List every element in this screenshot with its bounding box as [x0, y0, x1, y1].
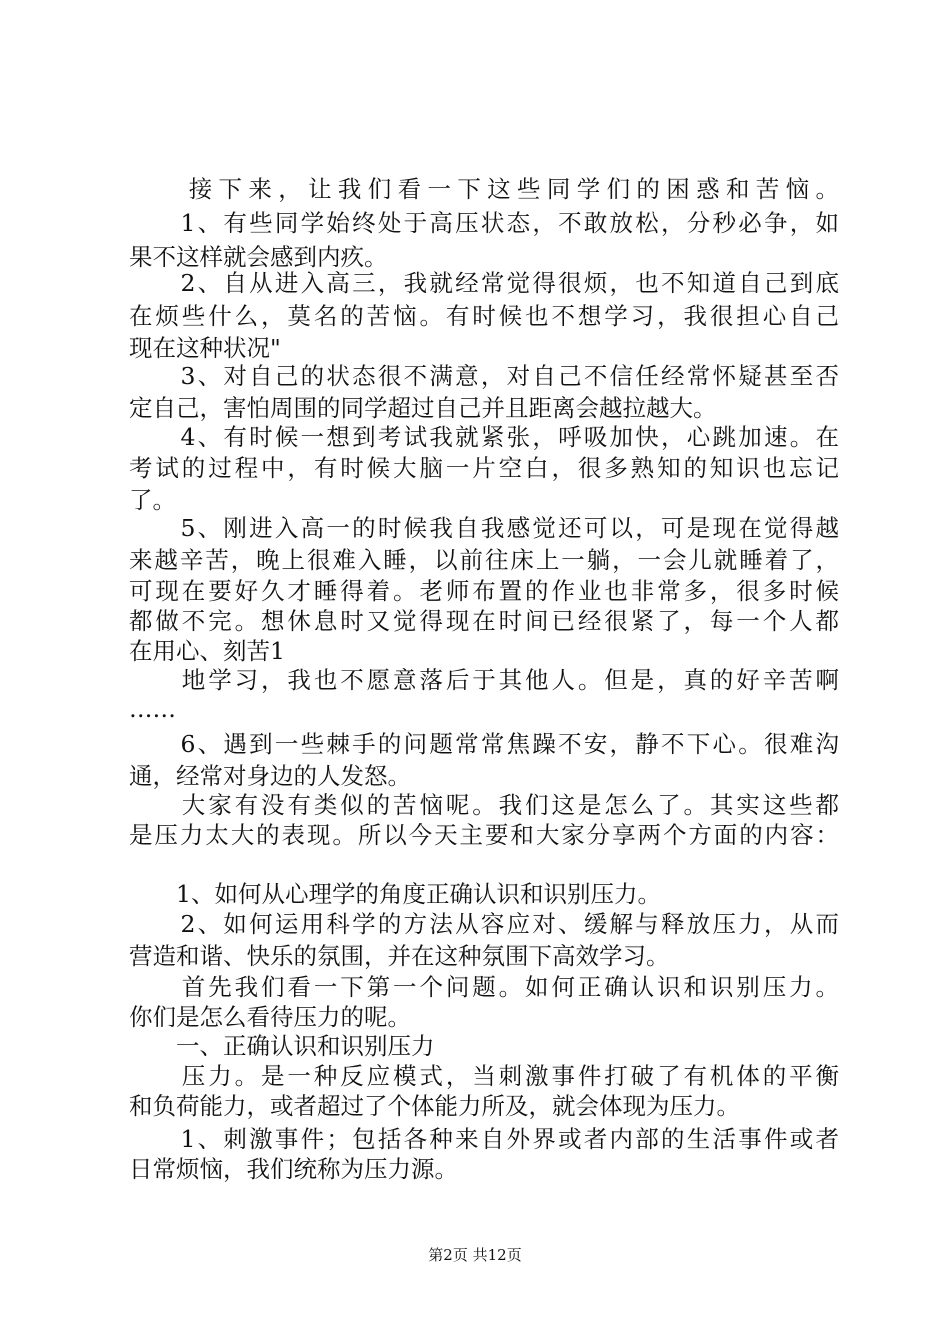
body-text-line: 营造和谐、快乐的氛围，并在这种氛围下高效学习。: [129, 942, 670, 970]
body-text-line: 可现在要好久才睡得着。老师布置的作业也非常多，很多时候: [129, 577, 839, 605]
body-text-line: 压力。是一种反应模式，当刺激事件打破了有机体的平衡: [129, 1062, 839, 1090]
body-text-line: 5、刚进入高一的时候我自我感觉还可以，可是现在觉得越: [129, 514, 839, 542]
body-text-line: 定自己，害怕周围的同学超过自己并且距离会越拉越大。: [129, 394, 717, 422]
body-text-line: 考试的过程中，有时候大脑一片空白，很多熟知的知识也忘记: [129, 454, 839, 482]
body-text-line: 2、自从进入高三，我就经常觉得很烦，也不知道自己到底: [129, 269, 839, 297]
body-text-line: 在用心、刻苦1: [129, 637, 285, 665]
body-text-line: ……: [129, 695, 176, 723]
body-text-line: 果不这样就会感到内疚。: [129, 243, 388, 271]
body-text-line: 来越辛苦，晚上很难入睡，以前往床上一躺，一会儿就睡着了，: [129, 546, 839, 574]
body-text-line: 4、有时候一想到考试我就紧张，呼吸加快，心跳加速。在: [129, 423, 839, 451]
body-text-line: 3、对自己的状态很不满意，对自己不信任经常怀疑甚至否: [129, 362, 839, 390]
body-text-line: 是压力太大的表现。所以今天主要和大家分享两个方面的内容：: [129, 821, 839, 849]
body-text-line: 都做不完。想休息时又觉得现在时间已经很紧了，每一个人都: [129, 607, 839, 635]
body-text-line: 通，经常对身边的人发怒。: [129, 762, 411, 790]
body-text-line: 6、遇到一些棘手的问题常常焦躁不安，静不下心。很难沟: [129, 730, 839, 758]
body-text-line: 日常烦恼，我们统称为压力源。: [129, 1155, 458, 1183]
body-text-line: 和负荷能力，或者超过了个体能力所及，就会体现为压力。: [129, 1092, 740, 1120]
body-text-line: 了。: [129, 486, 176, 514]
body-text-line: 在烦些什么，莫名的苦恼。有时候也不想学习，我很担心自己: [129, 302, 839, 330]
body-text-line: 地学习，我也不愿意落后于其他人。但是，真的好辛苦啊: [129, 666, 839, 694]
body-text-line: 1、如何从心理学的角度正确认识和识别压力。: [129, 880, 661, 908]
body-text-line: 2、如何运用科学的方法从容应对、缓解与释放压力，从而: [129, 910, 839, 938]
body-text-line: 你们是怎么看待压力的呢。: [129, 1003, 411, 1031]
body-text-line: 现在这种状况": [129, 334, 281, 362]
page-footer: 第2页 共12页: [428, 1246, 522, 1264]
body-text-line: 接下来，让我们看一下这些同学们的困惑和苦恼。: [129, 175, 839, 203]
body-text-line: 大家有没有类似的苦恼呢。我们这是怎么了。其实这些都: [129, 791, 839, 819]
body-text-line: 1、刺激事件；包括各种来自外界或者内部的生活事件或者: [129, 1125, 839, 1153]
section-heading: 一、正确认识和识别压力: [129, 1032, 435, 1060]
body-text-line: 首先我们看一下第一个问题。如何正确认识和识别压力。: [129, 973, 839, 1001]
body-text-line: 1、有些同学始终处于高压状态，不敢放松，分秒必争，如: [129, 209, 839, 237]
